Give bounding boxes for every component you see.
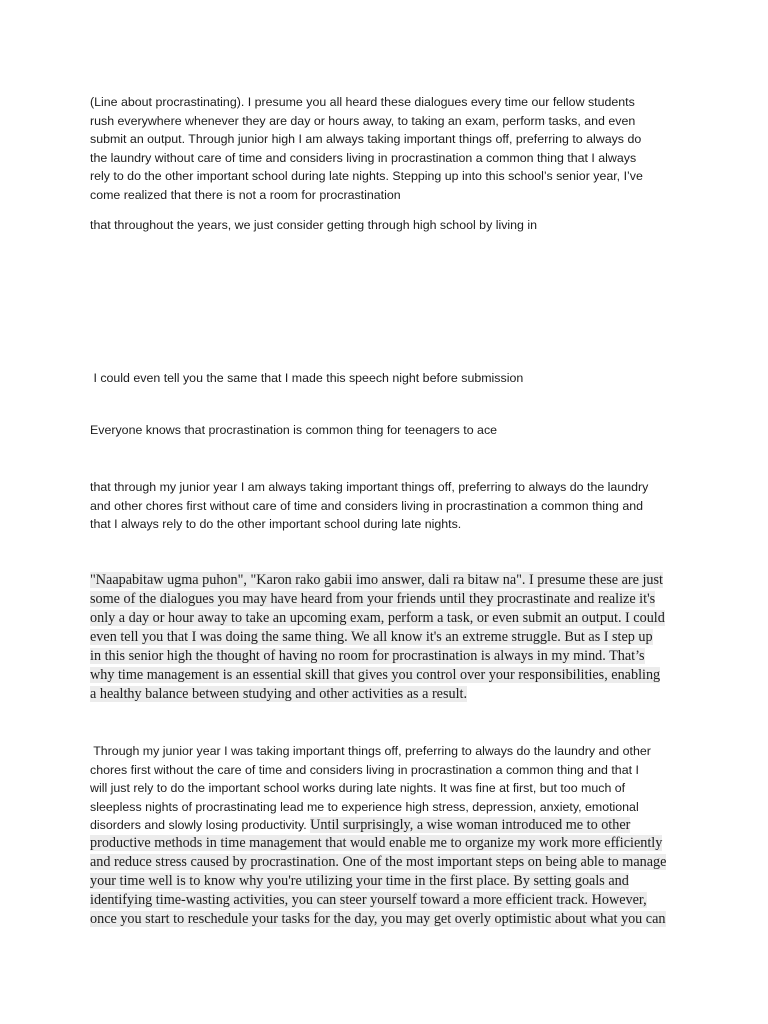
text-line: the laundry without care of time and considers living in procrastination a common thing that I always xyxy=(90,150,637,165)
text-line: rush everywhere whenever they are day or hours away, to taking an exam, perform tasks, and even xyxy=(90,113,636,128)
text-line: your time well is to know why you're utilizing your time in the first place. By setting goals and xyxy=(90,873,629,889)
text-line: Everyone knows that procrastination is common thing for teenagers to ace xyxy=(90,423,498,437)
text-line: why time management is an essential skill that gives you control over your responsibilities, enabling xyxy=(90,667,661,683)
text-line: once you start to reschedule your tasks for the day, you may get overly optimistic about what you can xyxy=(90,911,666,927)
text-line: rely to do the other important school during late nights. Stepping up into this school’s senior year, I’ve xyxy=(90,169,643,183)
text-line: productive methods in time management that would enable me to organize my work more efficiently xyxy=(90,835,663,851)
paragraph-intro xyxy=(90,93,680,204)
text-line: chores first without the care of time and considers living in procrastination a common thing and that I xyxy=(90,762,639,777)
text-line: I could even tell you the same that I made this speech night before submission xyxy=(90,371,524,385)
text-line: only a day or hour away to take an upcoming exam, perform a task, or even submit an output. I could xyxy=(90,610,665,626)
text-line: some of the dialogues you may have heard from your friends until they procrastinate and realize it's xyxy=(90,591,656,607)
text-line: "Naapabitaw ugma puhon", "Karon rako gabii imo answer, dali ra bitaw na". I presume these are just xyxy=(90,572,663,588)
text-line: (Line about procrastinating). I presume you all heard these dialogues every time our fellow students xyxy=(90,95,635,109)
text-line: even tell you that I was doing the same thing. We all know it's an extreme struggle. But as I step up xyxy=(90,629,653,645)
text-line: and reduce stress caused by procrastination. One of the most important steps on being able to manage xyxy=(90,854,667,870)
text-line: in this senior high the thought of having no room for procrastination is always in my mind. That’s xyxy=(90,648,645,664)
paragraph-throughout xyxy=(90,216,680,235)
text-line: identifying time-wasting activities, you can steer yourself toward a more efficient track. However, xyxy=(90,892,647,908)
text-line: sleepless nights of procrastinating lead me to experience high stress, depression, anxiety, emotional xyxy=(90,799,639,814)
text-line: come realized that there is not a room for procrastination xyxy=(90,187,401,202)
paragraph-dialogues xyxy=(90,571,685,704)
paragraph-everyone-knows xyxy=(90,421,680,440)
paragraph-time-management-continued xyxy=(90,834,685,929)
text-line: that I always rely to do the other important school during late nights. xyxy=(90,517,462,531)
text-line: submit an output. Through junior high I am always taking important things off, preferring to always do xyxy=(90,132,642,146)
text-line-mixed xyxy=(90,816,690,835)
paragraph-time-management xyxy=(90,742,690,835)
text-segment: disorders and slowly losing productivity. xyxy=(90,818,311,832)
text-line: Through my junior year I was taking important things off, preferring to always do the laundry and other xyxy=(90,744,651,758)
text-line: a healthy balance between studying and other activities as a result. xyxy=(90,686,468,702)
text-line: that throughout the years, we just consider getting through high school by living in xyxy=(90,218,538,232)
text-line: that through my junior year I am always taking important things off, preferring to always do the laundry xyxy=(90,480,649,494)
text-line: and other chores first without care of time and considers living in procrastination a common thing and xyxy=(90,498,644,513)
paragraph-speech-night xyxy=(90,332,680,425)
paragraph-junior-year xyxy=(90,478,680,534)
text-segment-highlighted: Until surprisingly, a wise woman introduced me to other xyxy=(310,817,631,833)
text-line: will just rely to do the important school works during late nights. It was fine at first, but too much of xyxy=(90,781,626,795)
